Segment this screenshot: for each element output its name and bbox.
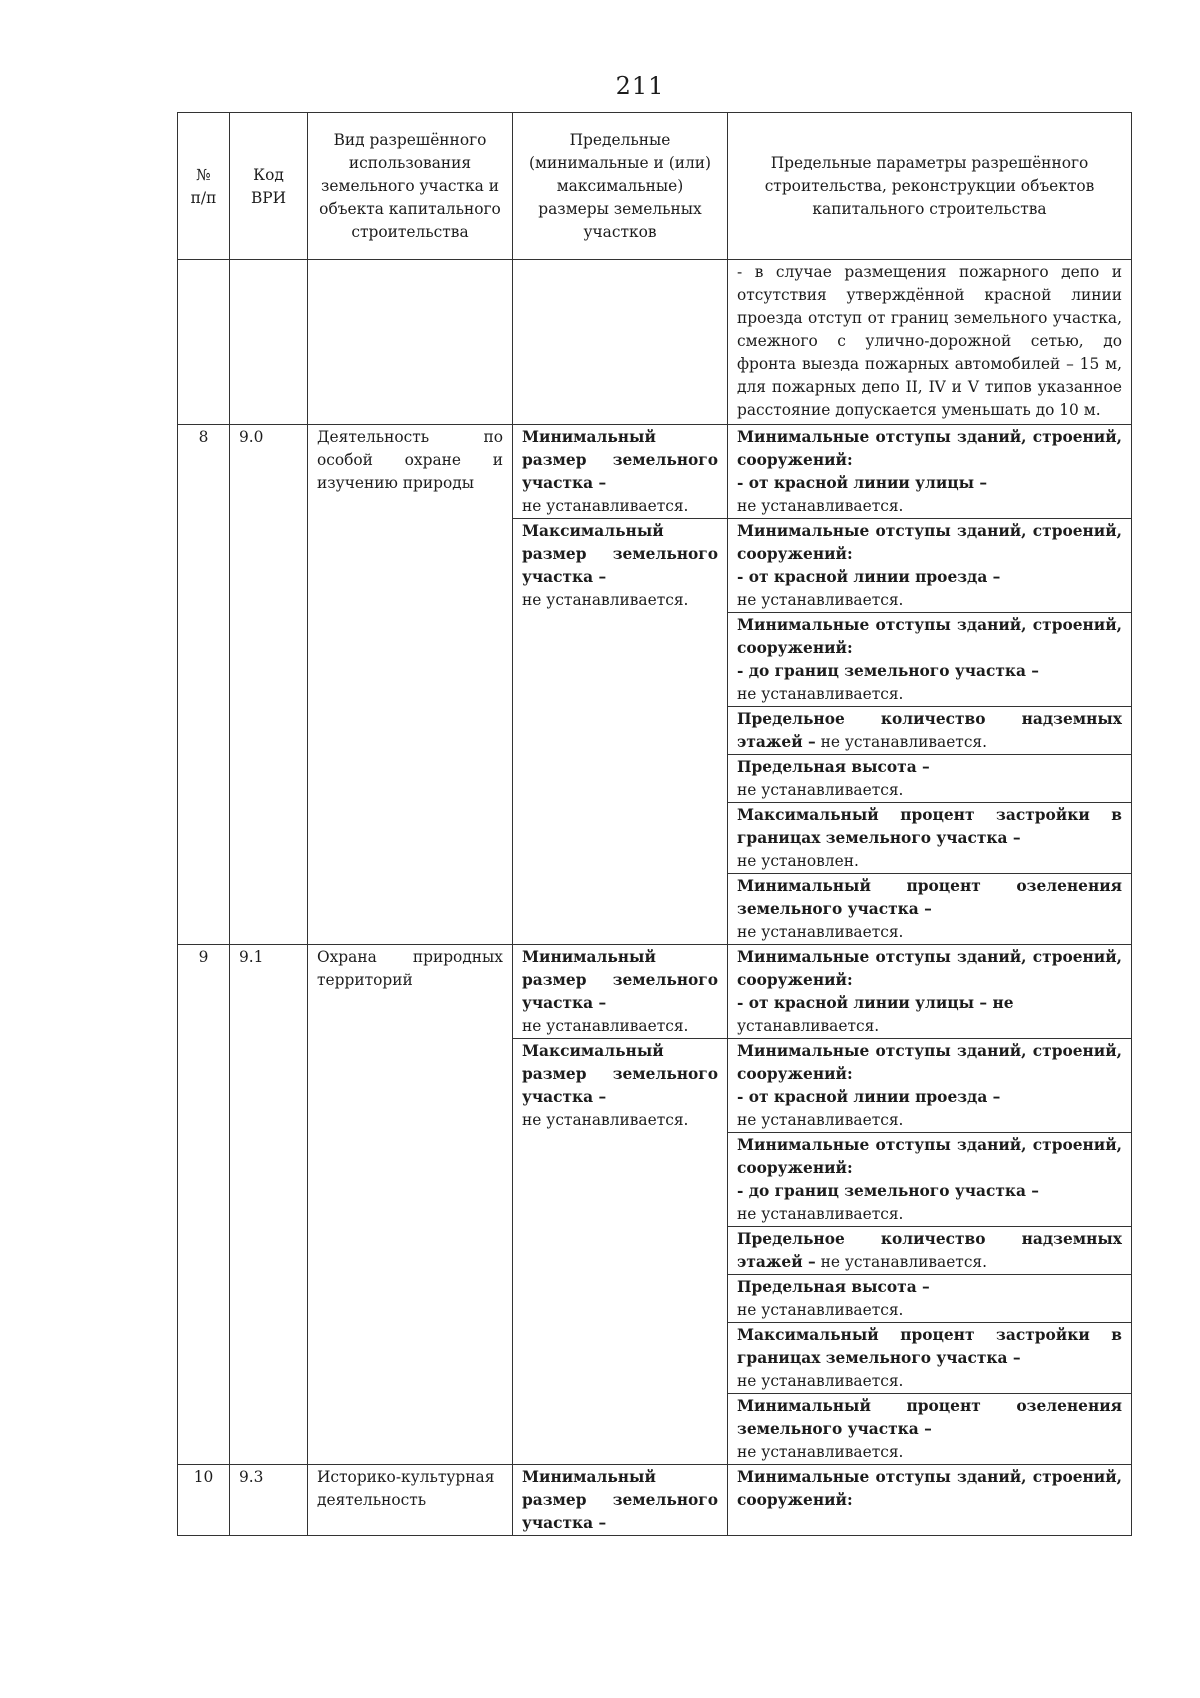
param-value: не устанавливается.	[737, 591, 904, 609]
param-value: не устанавливается.	[737, 1205, 904, 1223]
max-plot-size-value: не устанавливается.	[522, 591, 689, 609]
param-label: Минимальные отступы зданий, строений, сооружений:	[737, 616, 1122, 657]
row-use-type: Охрана природных территорий	[308, 945, 513, 1465]
min-plot-size-label: Минимальный размер земельного участка –	[522, 948, 718, 1012]
param-cell	[728, 1394, 1132, 1465]
param-value: не устанавливается.	[737, 685, 904, 703]
param-value: не устанавливается.	[737, 1301, 904, 1319]
row-code: 9.3	[230, 1465, 308, 1536]
min-plot-size-label: Минимальный размер земельного участка –	[522, 428, 718, 492]
row-use-type: Деятельность по особой охране и изучению природы	[308, 425, 513, 945]
param-cell	[728, 1323, 1132, 1394]
max-plot-size-label: Максимальный размер земельного участка –	[522, 522, 718, 586]
param-cell	[728, 945, 1132, 1039]
min-plot-size-label: Минимальный размер земельного участка –	[522, 1468, 718, 1532]
row-number: 10	[178, 1465, 230, 1536]
row-code: 9.0	[230, 425, 308, 945]
page-number: 211	[615, 72, 665, 100]
row-number: 8	[178, 425, 230, 945]
min-plot-size	[513, 1465, 728, 1536]
max-plot-size	[513, 1039, 728, 1465]
param-value: не устанавливается.	[737, 1443, 904, 1461]
param-value: не устанавливается.	[820, 733, 988, 751]
param-label: Минимальные отступы зданий, строений, сооружений:	[737, 948, 1122, 989]
param-label: Предельное количество надземных этажей –	[737, 1230, 1122, 1271]
param-cell	[728, 1133, 1132, 1227]
param-value: не устанавливается.	[737, 1111, 904, 1129]
param-line: - от красной линии улицы –	[737, 474, 988, 492]
row-use-type: Историко-культурная деятельность	[308, 1465, 513, 1536]
param-label: Минимальные отступы зданий, строений, сооружений:	[737, 1136, 1122, 1177]
header-use-type: Вид разрешённого использования земельного участка и объекта капитального строительства	[308, 113, 513, 260]
param-cell	[728, 1275, 1132, 1323]
table-row	[178, 945, 1132, 1039]
header-build-params: Предельные параметры разрешённого строительства, реконструкции объектов капитального строительства	[728, 113, 1132, 260]
land-use-table	[177, 112, 1132, 1536]
min-plot-size-value: не устанавливается.	[522, 1017, 689, 1035]
param-value: устанавливается.	[737, 1017, 880, 1035]
param-value: не устанавливается.	[737, 497, 904, 515]
param-label: Предельная высота –	[737, 758, 930, 776]
min-plot-size	[513, 425, 728, 519]
header-plot-size: Предельные (минимальные и (или) максимальные) размеры земельных участков	[513, 113, 728, 260]
max-plot-size-label: Максимальный размер земельного участка –	[522, 1042, 718, 1106]
param-cell	[728, 613, 1132, 707]
param-line: - до границ земельного участка –	[737, 662, 1039, 680]
max-plot-size-value: не устанавливается.	[522, 1111, 689, 1129]
param-cell	[728, 755, 1132, 803]
table-row	[178, 1465, 1132, 1536]
param-cell	[728, 1039, 1132, 1133]
row-number: 9	[178, 945, 230, 1465]
param-label: Минимальные отступы зданий, строений, сооружений:	[737, 1468, 1122, 1509]
param-value: не устанавливается.	[737, 1372, 904, 1390]
param-label: Минимальные отступы зданий, строений, сооружений:	[737, 428, 1122, 469]
param-label: Максимальный процент застройки в границах земельного участка –	[737, 1326, 1122, 1367]
param-label: Максимальный процент застройки в границах земельного участка –	[737, 806, 1122, 847]
min-plot-size-value: не устанавливается.	[522, 497, 689, 515]
param-value: не устанавливается.	[737, 923, 904, 941]
param-cell	[728, 1227, 1132, 1275]
param-value: не устанавливается.	[820, 1253, 988, 1271]
param-line: - от красной линии проезда –	[737, 568, 1001, 586]
row-code: 9.1	[230, 945, 308, 1465]
max-plot-size	[513, 519, 728, 945]
param-value: не установлен.	[737, 852, 859, 870]
param-cell	[728, 425, 1132, 519]
param-cell	[728, 707, 1132, 755]
param-line: - от красной линии улицы – не	[737, 994, 1014, 1012]
param-cell	[728, 1465, 1132, 1536]
param-line: - до границ земельного участка –	[737, 1182, 1039, 1200]
param-label: Минимальный процент озеленения земельного участка –	[737, 877, 1122, 918]
continuation-text: - в случае размещения пожарного депо и отсутствия утверждённой красной линии проезда отступ от границ земельного участка, смежного с улично-дорожной сетью, до фронта выезда пожарных автомобилей – 15 м, для пожарных депо II, IV и V типов указанное расстояние допускается уменьшать до 10 м.	[728, 260, 1132, 425]
param-line: - от красной линии проезда –	[737, 1088, 1001, 1106]
param-label: Предельное количество надземных этажей –	[737, 710, 1122, 751]
table-row	[178, 425, 1132, 519]
param-cell	[728, 874, 1132, 945]
header-code: Код ВРИ	[230, 113, 308, 260]
header-number: № п/п	[178, 113, 230, 260]
param-label: Предельная высота –	[737, 1278, 930, 1296]
table-row-continuation	[178, 260, 1132, 425]
param-label: Минимальные отступы зданий, строений, сооружений:	[737, 1042, 1122, 1083]
param-value: не устанавливается.	[737, 781, 904, 799]
param-cell	[728, 803, 1132, 874]
param-cell	[728, 519, 1132, 613]
table-header-row	[178, 113, 1132, 260]
param-label: Минимальный процент озеленения земельного участка –	[737, 1397, 1122, 1438]
min-plot-size	[513, 945, 728, 1039]
param-label: Минимальные отступы зданий, строений, сооружений:	[737, 522, 1122, 563]
